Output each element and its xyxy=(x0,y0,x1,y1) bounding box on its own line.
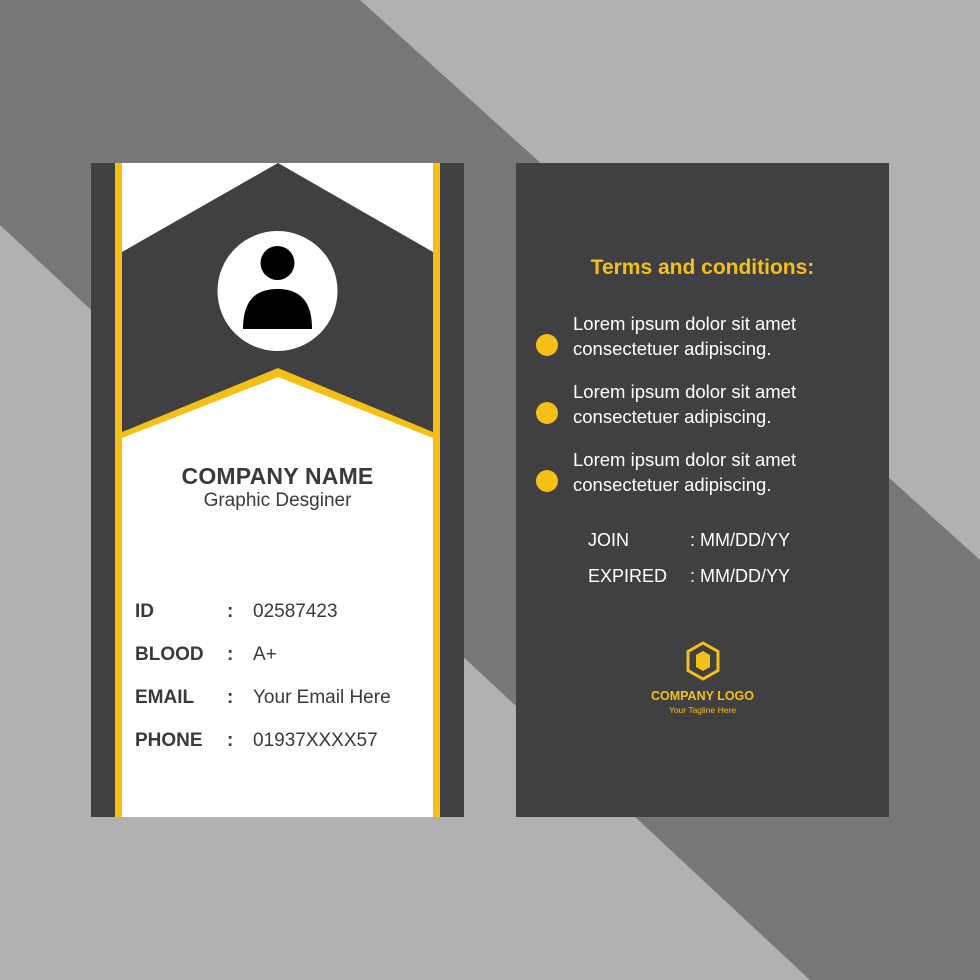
terms-title: Terms and conditions: xyxy=(590,256,815,279)
field-colon: : xyxy=(227,687,234,708)
term-line: Lorem ipsum dolor sit amet xyxy=(573,449,797,470)
field-colon: : xyxy=(227,601,234,622)
expired-value: : MM/DD/YY xyxy=(690,566,791,586)
term-text xyxy=(573,311,796,361)
hexagon-logo-icon xyxy=(684,641,722,681)
term-line: Lorem ipsum dolor sit amet xyxy=(573,313,797,334)
job-title: Graphic Desginer xyxy=(203,490,352,511)
field-label: ID xyxy=(135,601,154,622)
field-label: EMAIL xyxy=(135,687,195,708)
field-colon: : xyxy=(227,644,234,665)
company-tagline: Your Tagline Here xyxy=(668,705,737,715)
field-value: Your Email Here xyxy=(253,687,391,708)
field-label: PHONE xyxy=(135,730,203,751)
term-line: consectetuer adipiscing. xyxy=(573,474,772,495)
term-line: Lorem ipsum dolor sit amet xyxy=(573,381,797,402)
field-value: 02587423 xyxy=(253,601,338,622)
term-line: consectetuer adipiscing. xyxy=(573,406,772,427)
field-colon: : xyxy=(227,730,234,751)
term-text xyxy=(573,447,796,497)
company-logo-text: COMPANY LOGO xyxy=(650,689,754,703)
company-name: COMPANY NAME xyxy=(181,463,374,489)
term-text xyxy=(573,379,796,429)
expired-label: EXPIRED xyxy=(588,566,668,586)
bullet-dot-icon xyxy=(536,470,558,492)
bullet-dot-icon xyxy=(536,402,558,424)
id-card-front xyxy=(91,163,464,817)
id-card-back xyxy=(516,163,889,817)
join-label: JOIN xyxy=(588,530,630,550)
field-value: 01937XXXX57 xyxy=(253,730,378,751)
join-value: : MM/DD/YY xyxy=(690,530,791,550)
bullet-dot-icon xyxy=(536,334,558,356)
field-label: BLOOD xyxy=(135,644,204,665)
term-line: consectetuer adipiscing. xyxy=(573,338,772,359)
field-value: A+ xyxy=(253,644,277,665)
